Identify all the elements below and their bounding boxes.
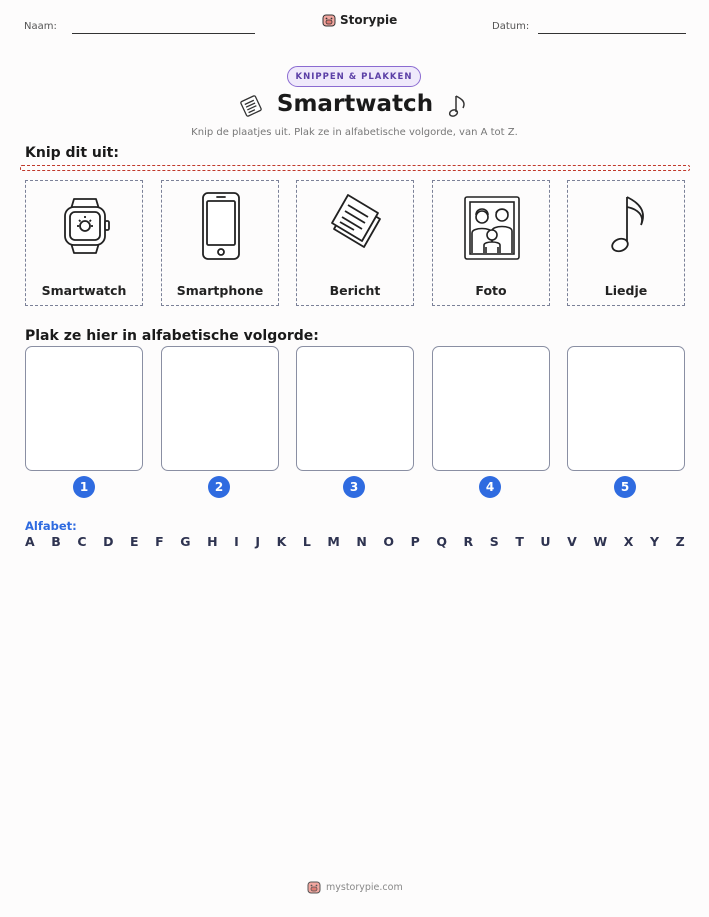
alphabet-letter: W	[593, 534, 608, 549]
slot-number: 1	[73, 476, 95, 498]
alphabet-row	[25, 534, 685, 549]
card-label: Bericht	[329, 283, 381, 298]
alphabet-letter: M	[327, 534, 340, 549]
music-note-icon	[448, 92, 470, 120]
slot-number: 2	[208, 476, 230, 498]
alphabet-letter: R	[463, 534, 474, 549]
paste-slot-1[interactable]	[25, 346, 143, 471]
alphabet-letter: Q	[436, 534, 447, 549]
paste-slot-4[interactable]	[432, 346, 550, 471]
instructions: Knip de plaatjes uit. Plak ze in alfabetische volgorde, van A tot Z.	[191, 127, 518, 138]
paste-slot-2[interactable]	[161, 346, 279, 471]
card-label: Smartphone	[176, 283, 264, 298]
alphabet-letter: S	[489, 534, 499, 549]
card-liedje[interactable]	[567, 180, 685, 306]
family-photo-icon	[462, 189, 522, 261]
alphabet-letter: V	[567, 534, 577, 549]
card-smartwatch[interactable]	[25, 180, 143, 306]
alphabet-letter: B	[51, 534, 61, 549]
alphabet-letter: G	[180, 534, 191, 549]
pig-logo-icon	[307, 880, 321, 894]
card-label: Smartwatch	[41, 283, 127, 298]
name-line[interactable]	[72, 33, 255, 34]
alphabet-letter: T	[515, 534, 524, 549]
smartphone-icon	[191, 189, 251, 261]
alphabet-letter: A	[25, 534, 35, 549]
activity-badge: KNIPPEN & PLAKKEN	[287, 66, 421, 87]
alphabet-letter: Z	[675, 534, 685, 549]
brand-logo	[322, 13, 397, 27]
alphabet-letter: E	[130, 534, 139, 549]
alphabet-letter: I	[234, 534, 239, 549]
date-label: Datum:	[492, 21, 530, 32]
alphabet-letter: J	[255, 534, 260, 549]
cut-heading: Knip dit uit:	[25, 145, 119, 161]
name-label: Naam:	[24, 21, 57, 32]
alphabet-letter: Y	[649, 534, 659, 549]
card-foto[interactable]	[432, 180, 550, 306]
footer-url[interactable]: mystorypie.com	[326, 881, 403, 893]
card-label: Liedje	[604, 283, 648, 298]
smartwatch-icon	[55, 189, 115, 261]
brand-name: Storypie	[340, 13, 398, 27]
page-title: Smartwatch	[276, 91, 434, 117]
alphabet-label: Alfabet:	[25, 519, 77, 533]
alphabet-letter: K	[276, 534, 287, 549]
alphabet-letter: C	[77, 534, 87, 549]
slot-number: 3	[343, 476, 365, 498]
alphabet-letter: H	[207, 534, 218, 549]
alphabet-letter: X	[623, 534, 634, 549]
alphabet-letter: D	[103, 534, 114, 549]
paste-slot-3[interactable]	[296, 346, 414, 471]
card-bericht[interactable]	[296, 180, 414, 306]
alphabet-letter: O	[383, 534, 395, 549]
alphabet-letter: F	[155, 534, 164, 549]
music-note-icon	[597, 189, 657, 261]
alphabet-letter: P	[410, 534, 420, 549]
paste-heading: Plak ze hier in alfabetische volgorde:	[25, 328, 319, 344]
alphabet-letter: L	[302, 534, 311, 549]
card-smartphone[interactable]	[161, 180, 279, 306]
cut-line	[20, 165, 690, 171]
pig-logo-icon	[322, 13, 336, 27]
alphabet-letter: N	[356, 534, 367, 549]
date-line[interactable]	[538, 33, 686, 34]
alphabet-letter: U	[540, 534, 551, 549]
paste-slot-5[interactable]	[567, 346, 685, 471]
slot-number: 4	[479, 476, 501, 498]
footer	[307, 880, 403, 894]
message-icon	[326, 189, 386, 261]
slot-number: 5	[614, 476, 636, 498]
card-label: Foto	[475, 283, 507, 298]
